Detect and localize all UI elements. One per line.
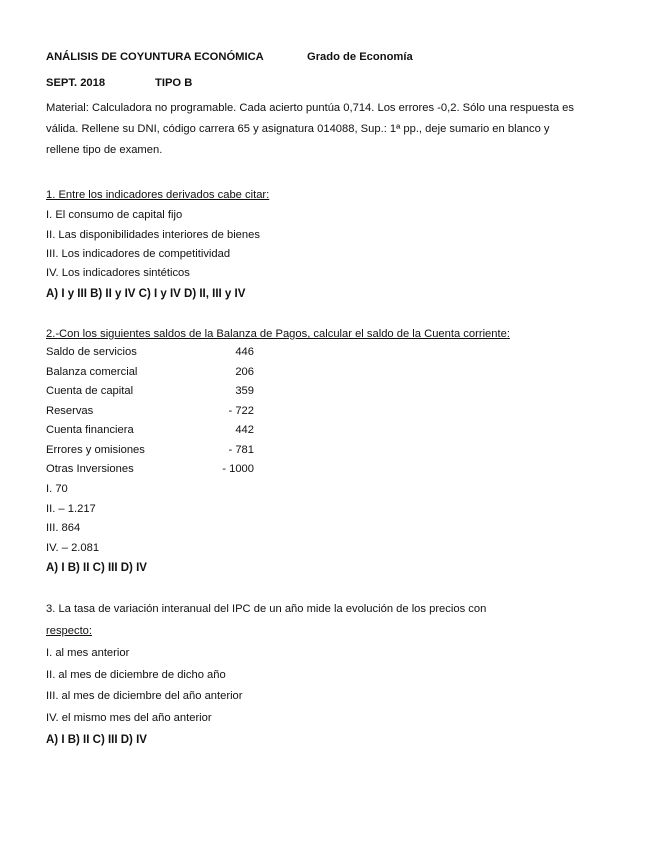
- balance-row-value: - 781: [228, 444, 254, 456]
- instructions-line-2: válida. Rellene su DNI, código carrera 65 y asignatura 014088, Sup.: 1ª pp., deje sumario en blanco y: [46, 123, 550, 135]
- question-1-answers: A) I y III B) II y IV C) I y IV D) II, III y IV: [46, 288, 246, 300]
- balance-row-value: 442: [235, 424, 254, 436]
- question-3-answers: A) I B) II C) III D) IV: [46, 734, 147, 746]
- balance-row-value: 446: [235, 346, 254, 358]
- question-3-option: II. al mes de diciembre de dicho año: [46, 669, 226, 681]
- degree-name: Grado de Economía: [307, 51, 413, 63]
- instructions-line-3: rellene tipo de examen.: [46, 144, 163, 156]
- question-3-option: IV. el mismo mes del año anterior: [46, 712, 212, 724]
- question-1-prompt: 1. Entre los indicadores derivados cabe citar:: [46, 189, 270, 201]
- balance-row-label: Balanza comercial: [46, 366, 138, 378]
- balance-row-label: Errores y omisiones: [46, 444, 145, 456]
- balance-row-label: Cuenta financiera: [46, 424, 134, 436]
- balance-row-label: Cuenta de capital: [46, 385, 134, 397]
- question-2-prompt: 2.-Con los siguientes saldos de la Balanza de Pagos, calcular el saldo de la Cuenta corriente:: [46, 328, 510, 340]
- question-3-prompt-continued: respecto:: [46, 625, 93, 637]
- balance-row-value: - 722: [228, 405, 254, 417]
- instructions-line-1: Material: Calculadora no programable. Cada acierto puntúa 0,714. Los errores -0,2. Sólo una respuesta es: [46, 102, 574, 114]
- question-3-option: III. al mes de diciembre del año anterior: [46, 690, 243, 702]
- exam-title: ANÁLISIS DE COYUNTURA ECONÓMICA: [46, 51, 264, 63]
- question-2-option: II. – 1.217: [46, 503, 96, 515]
- question-2-option: I. 70: [46, 483, 68, 495]
- question-1-option: II. Las disponibilidades interiores de bienes: [46, 229, 260, 241]
- question-2-option: IV. – 2.081: [46, 542, 100, 554]
- question-3-option: I. al mes anterior: [46, 647, 130, 659]
- balance-row-label: Reservas: [46, 405, 94, 417]
- question-1-option: I. El consumo de capital fijo: [46, 209, 183, 221]
- balance-row-label: Otras Inversiones: [46, 463, 134, 475]
- balance-row-label: Saldo de servicios: [46, 346, 137, 358]
- question-2-answers: A) I B) II C) III D) IV: [46, 562, 147, 574]
- balance-row-value: - 1000: [222, 463, 254, 475]
- question-1-option: IV. Los indicadores sintéticos: [46, 267, 190, 279]
- question-2-option: III. 864: [46, 522, 81, 534]
- balance-row-value: 206: [235, 366, 254, 378]
- question-1-option: III. Los indicadores de competitividad: [46, 248, 231, 260]
- question-3-prompt: 3. La tasa de variación interanual del IPC de un año mide la evolución de los precios con: [46, 603, 487, 615]
- exam-session: SEPT. 2018: [46, 77, 106, 89]
- exam-type: TIPO B: [155, 77, 193, 89]
- balance-row-value: 359: [235, 385, 254, 397]
